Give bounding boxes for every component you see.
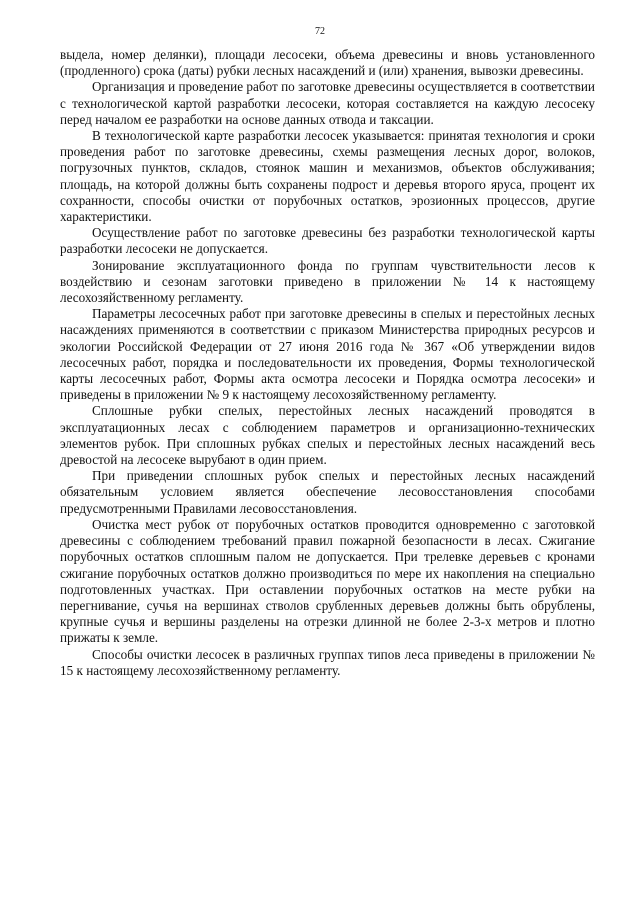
- paragraph-technological-map: Организация и проведение работ по заготовке древесины осуществляется в соответствии с технологической картой разработки лесосеки, которая составляется на каждую лесосеку перед началом ее разработки на основе данных отвода и таксации.: [60, 79, 595, 127]
- paragraph-zoning: Зонирование эксплуатационного фонда по группам чувствительности лесов к воздействию и сезонам заготовки приведено в приложении № 14 к настоящему лесохозяйственному регламенту.: [60, 257, 595, 306]
- paragraph-continuation: выдела, номер делянки), площади лесосеки, объема древесины и вновь установленного (продленного) срока (даты) рубки лесных насаждений и (или) хранения, вывозки древесины.: [60, 47, 595, 79]
- paragraph-map-contents: В технологической карте разработки лесосек указывается: принятая технология и сроки проведения работ по заготовке древесины, схемы размещения лесных дорог, волоков, погрузочных пунктов, складов, стоянок машин и механизмов, объектов обслуживания; площадь, на которой должны быть сохранены подрост и деревья второго яруса, процент их сохранности, способы очистки от порубочных остатков, эрозионных процессов, другие характеристики.: [60, 128, 595, 225]
- paragraph-cleaning-methods: Способы очистки лесосек в различных группах типов леса приведены в приложении № 15 к настоящему лесохозяйственному регламенту.: [60, 646, 595, 678]
- paragraph-residue-cleaning: Очистка мест рубок от порубочных остатков проводится одновременно с заготовкой древесины с соблюдением требований правил пожарной безопасности в лесах. Сжигание порубочных остатков сплошным палом не допускается. При трелевке деревьев с кронами сжигание порубочных остатков должно производиться по мере их накопления на специально подготовленных участках. При оставлении порубочных остатков на месте рубки на перегнивание, сучья на вершинах стволов срубленных деревьев должны быть обрублены, крупные сучья и вершины разделены на отрезки длинной не более 2-3-х метров и плотно прижаты к земле.: [60, 516, 595, 646]
- paragraph-reforestation: При приведении сплошных рубок спелых и перестойных лесных насаждений обязательным условием является обеспечение лесовосстановления способами предусмотренными Правилами лесовосстановления.: [60, 468, 595, 516]
- paragraph-map-requirement: Осуществление работ по заготовке древесины без разработки технологической карты разработки лесосеки не допускается.: [60, 225, 595, 257]
- page-number: 72: [315, 26, 325, 37]
- paragraph-clear-cutting: Сплошные рубки спелых, перестойных лесных насаждений проводятся в эксплуатационных лесах с соблюдением параметров и организационно-технических элементов рубок. При сплошных рубках спелых и перестойных лесных насаждений весь древостой на лесосеке вырубают в один прием.: [60, 403, 595, 468]
- paragraph-logging-parameters: Параметры лесосечных работ при заготовке древесины в спелых и перестойных лесных насаждениях применяются в соответствии с приказом Министерства природных ресурсов и экологии Российской Федерации от 27 июня 2016 года № 367 «Об утверждении видов лесосечных работ, порядка и последовательности их проведения, Формы технологической карты лесосечных работ, Формы акта осмотра лесосеки и Порядка осмотра лесосеки» и приведены в приложении № 9 к настоящему лесохозяйственному регламенту.: [60, 306, 595, 403]
- document-body: [60, 47, 595, 679]
